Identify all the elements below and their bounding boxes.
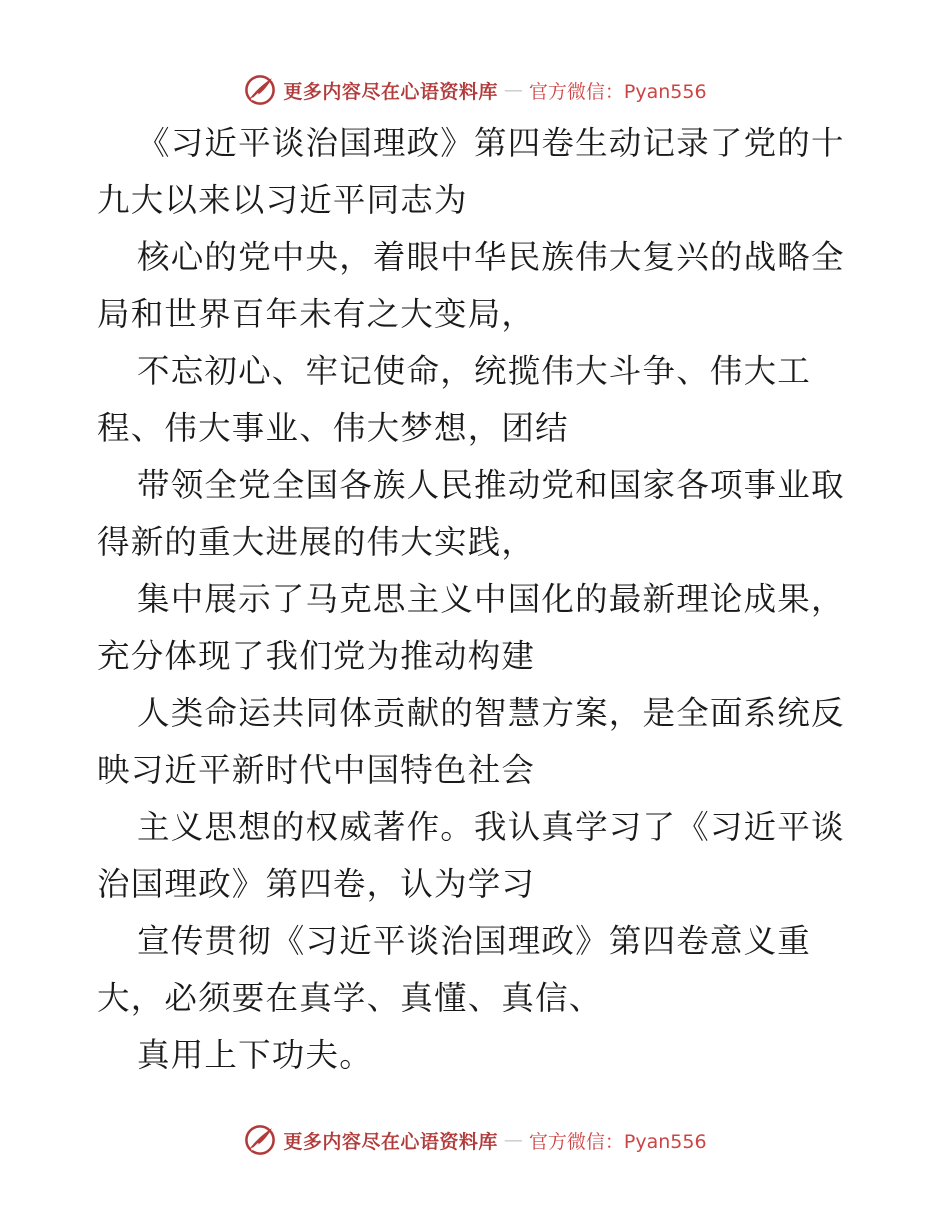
header-banner	[0, 70, 950, 110]
paragraph: 主义思想的权威著作。我认真学习了《习近平谈治国理政》第四卷，认为学习	[97, 808, 845, 903]
paragraph: 核心的党中央，着眼中华民族伟大复兴的战略全局和世界百年未有之大变局，	[97, 238, 845, 333]
document-body	[97, 115, 857, 1084]
footer-banner	[0, 1120, 950, 1160]
paragraph: 不忘初心、牢记使命，统揽伟大斗争、伟大工程、伟大事业、伟大梦想，团结	[97, 352, 812, 447]
paragraph: 宣传贯彻《习近平谈治国理政》第四卷意义重大，必须要在真学、真懂、真信、	[97, 922, 812, 1017]
wechat-id-text: 官方微信：Pyan556	[528, 1130, 707, 1153]
wechat-id-text: 官方微信：Pyan556	[528, 80, 707, 103]
quill-pen-logo-icon	[243, 73, 277, 107]
paragraph: 集中展示了马克思主义中国化的最新理论成果，充分体现了我们党为推动构建	[97, 580, 845, 675]
site-name-text: 更多内容尽在心语资料库	[283, 1130, 498, 1153]
banner-separator: —	[503, 1129, 523, 1151]
quill-pen-logo-icon	[243, 1123, 277, 1157]
paragraph: 真用上下功夫。	[137, 1036, 373, 1074]
banner-separator: —	[503, 79, 523, 101]
paragraph: 带领全党全国各族人民推动党和国家各项事业取得新的重大进展的伟大实践，	[97, 466, 845, 561]
paragraph: 人类命运共同体贡献的智慧方案，是全面系统反映习近平新时代中国特色社会	[97, 694, 845, 789]
site-name-text: 更多内容尽在心语资料库	[283, 80, 498, 103]
paragraph: 《习近平谈治国理政》第四卷生动记录了党的十九大以来以习近平同志为	[97, 124, 845, 219]
